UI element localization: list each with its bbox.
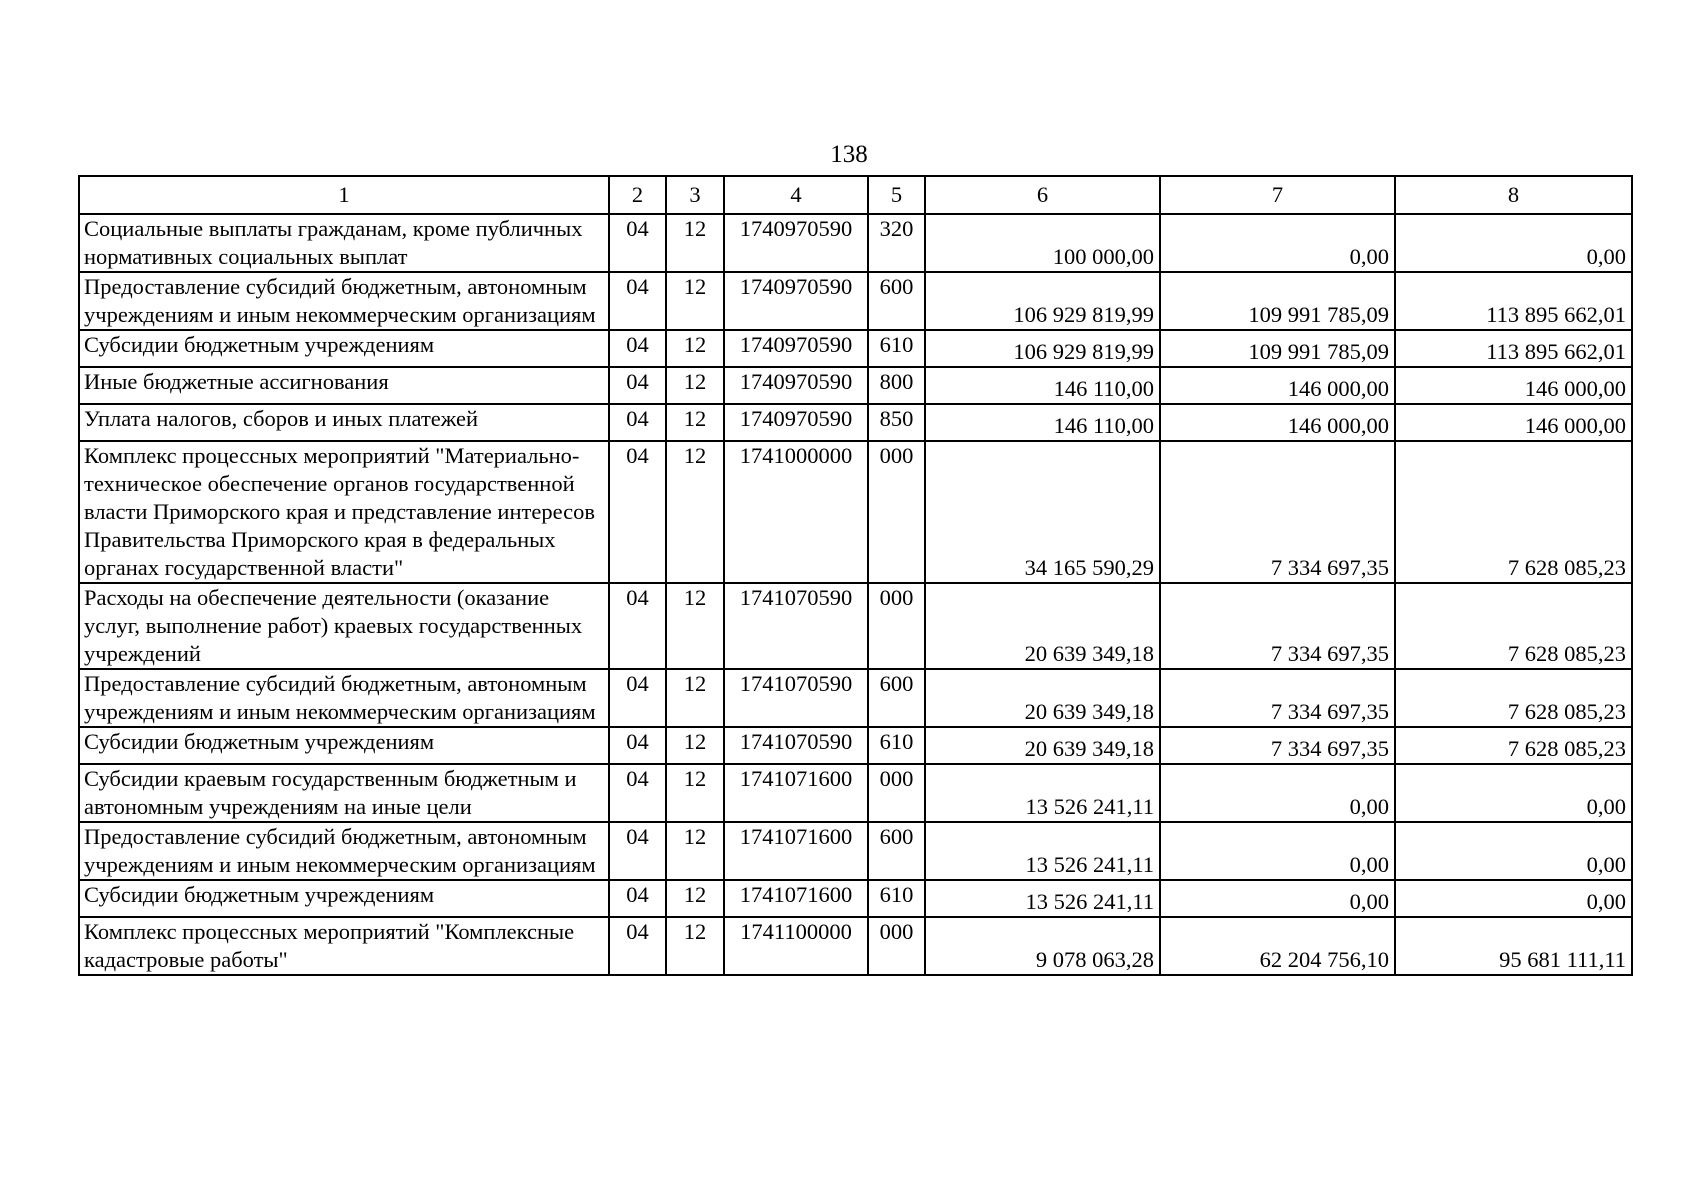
table-row (79, 764, 1632, 822)
subsection-code: 12 (666, 441, 724, 583)
row-name: Субсидии бюджетным учреждениям (79, 727, 609, 764)
row-name: Предоставление субсидий бюджетным, автономным учреждениям и иным некоммерческим организациям (79, 669, 609, 727)
amount-col-7: 7 334 697,35 (1160, 669, 1395, 727)
section-code: 04 (609, 214, 666, 272)
expense-type-code: 000 (868, 764, 925, 822)
table-row (79, 404, 1632, 441)
header-row (79, 176, 1632, 214)
expense-type-code: 320 (868, 214, 925, 272)
header-cell: 7 (1160, 176, 1395, 214)
subsection-code: 12 (666, 764, 724, 822)
subsection-code: 12 (666, 880, 724, 917)
expense-type-code: 600 (868, 669, 925, 727)
header-cell: 1 (79, 176, 609, 214)
section-code: 04 (609, 404, 666, 441)
row-name: Расходы на обеспечение деятельности (оказание услуг, выполнение работ) краевых государственных учреждений (79, 583, 609, 669)
row-name: Иные бюджетные ассигнования (79, 367, 609, 404)
target-article-code: 1740970590 (724, 272, 868, 330)
expense-type-code: 600 (868, 272, 925, 330)
header-cell: 5 (868, 176, 925, 214)
target-article-code: 1741070590 (724, 727, 868, 764)
header-cell: 3 (666, 176, 724, 214)
row-name: Комплекс процессных мероприятий "Комплексные кадастровые работы" (79, 917, 609, 975)
amount-col-7: 109 991 785,09 (1160, 330, 1395, 367)
amount-col-8: 113 895 662,01 (1395, 330, 1632, 367)
target-article-code: 1741070590 (724, 669, 868, 727)
subsection-code: 12 (666, 367, 724, 404)
target-article-code: 1741100000 (724, 917, 868, 975)
subsection-code: 12 (666, 214, 724, 272)
row-name: Социальные выплаты гражданам, кроме публичных нормативных социальных выплат (79, 214, 609, 272)
amount-col-6: 146 110,00 (925, 404, 1160, 441)
target-article-code: 1741071600 (724, 764, 868, 822)
expense-type-code: 610 (868, 880, 925, 917)
amount-col-6: 100 000,00 (925, 214, 1160, 272)
expense-type-code: 610 (868, 330, 925, 367)
section-code: 04 (609, 272, 666, 330)
row-name: Субсидии краевым государственным бюджетным и автономным учреждениям на иные цели (79, 764, 609, 822)
amount-col-8: 7 628 085,23 (1395, 441, 1632, 583)
amount-col-8: 7 628 085,23 (1395, 583, 1632, 669)
section-code: 04 (609, 669, 666, 727)
subsection-code: 12 (666, 727, 724, 764)
expense-type-code: 000 (868, 583, 925, 669)
subsection-code: 12 (666, 330, 724, 367)
row-name: Уплата налогов, сборов и иных платежей (79, 404, 609, 441)
row-name: Комплекс процессных мероприятий "Материально-техническое обеспечение органов государственной власти Приморского края и представление интересов Правительства Приморского края в федеральных органах государственной власти" (79, 441, 609, 583)
table-row (79, 669, 1632, 727)
header-cell: 4 (724, 176, 868, 214)
target-article-code: 1741071600 (724, 822, 868, 880)
amount-col-6: 20 639 349,18 (925, 583, 1160, 669)
header-cell: 6 (925, 176, 1160, 214)
target-article-code: 1741000000 (724, 441, 868, 583)
table-row (79, 214, 1632, 272)
amount-col-7: 0,00 (1160, 822, 1395, 880)
table-row (79, 367, 1632, 404)
amount-col-8: 0,00 (1395, 214, 1632, 272)
expense-type-code: 850 (868, 404, 925, 441)
amount-col-6: 106 929 819,99 (925, 330, 1160, 367)
target-article-code: 1740970590 (724, 367, 868, 404)
table-row (79, 822, 1632, 880)
amount-col-8: 113 895 662,01 (1395, 272, 1632, 330)
amount-col-6: 20 639 349,18 (925, 727, 1160, 764)
amount-col-8: 0,00 (1395, 880, 1632, 917)
row-name: Предоставление субсидий бюджетным, автономным учреждениям и иным некоммерческим организациям (79, 272, 609, 330)
header-cell: 2 (609, 176, 666, 214)
header-cell: 8 (1395, 176, 1632, 214)
subsection-code: 12 (666, 917, 724, 975)
row-name: Субсидии бюджетным учреждениям (79, 880, 609, 917)
table-row (79, 727, 1632, 764)
section-code: 04 (609, 367, 666, 404)
section-code: 04 (609, 727, 666, 764)
amount-col-7: 62 204 756,10 (1160, 917, 1395, 975)
section-code: 04 (609, 441, 666, 583)
amount-col-6: 20 639 349,18 (925, 669, 1160, 727)
amount-col-7: 7 334 697,35 (1160, 727, 1395, 764)
budget-table (78, 175, 1633, 976)
expense-type-code: 000 (868, 441, 925, 583)
subsection-code: 12 (666, 822, 724, 880)
section-code: 04 (609, 822, 666, 880)
amount-col-8: 0,00 (1395, 822, 1632, 880)
amount-col-6: 106 929 819,99 (925, 272, 1160, 330)
section-code: 04 (609, 583, 666, 669)
amount-col-7: 109 991 785,09 (1160, 272, 1395, 330)
amount-col-7: 0,00 (1160, 880, 1395, 917)
target-article-code: 1740970590 (724, 404, 868, 441)
amount-col-8: 7 628 085,23 (1395, 727, 1632, 764)
table-row (79, 441, 1632, 583)
target-article-code: 1741070590 (724, 583, 868, 669)
amount-col-7: 146 000,00 (1160, 404, 1395, 441)
target-article-code: 1740970590 (724, 214, 868, 272)
subsection-code: 12 (666, 669, 724, 727)
amount-col-7: 0,00 (1160, 764, 1395, 822)
amount-col-7: 7 334 697,35 (1160, 441, 1395, 583)
amount-col-6: 13 526 241,11 (925, 764, 1160, 822)
target-article-code: 1741071600 (724, 880, 868, 917)
amount-col-6: 34 165 590,29 (925, 441, 1160, 583)
section-code: 04 (609, 917, 666, 975)
amount-col-8: 146 000,00 (1395, 367, 1632, 404)
section-code: 04 (609, 880, 666, 917)
expense-type-code: 800 (868, 367, 925, 404)
section-code: 04 (609, 764, 666, 822)
amount-col-8: 0,00 (1395, 764, 1632, 822)
expense-type-code: 610 (868, 727, 925, 764)
table-row (79, 272, 1632, 330)
table-row (79, 880, 1632, 917)
subsection-code: 12 (666, 583, 724, 669)
page-number: 138 (830, 141, 868, 168)
row-name: Предоставление субсидий бюджетным, автономным учреждениям и иным некоммерческим организациям (79, 822, 609, 880)
amount-col-6: 13 526 241,11 (925, 822, 1160, 880)
amount-col-6: 146 110,00 (925, 367, 1160, 404)
amount-col-7: 146 000,00 (1160, 367, 1395, 404)
subsection-code: 12 (666, 272, 724, 330)
row-name: Субсидии бюджетным учреждениям (79, 330, 609, 367)
table-row (79, 583, 1632, 669)
amount-col-8: 95 681 111,11 (1395, 917, 1632, 975)
amount-col-7: 7 334 697,35 (1160, 583, 1395, 669)
subsection-code: 12 (666, 404, 724, 441)
section-code: 04 (609, 330, 666, 367)
amount-col-6: 9 078 063,28 (925, 917, 1160, 975)
expense-type-code: 000 (868, 917, 925, 975)
expense-type-code: 600 (868, 822, 925, 880)
amount-col-6: 13 526 241,11 (925, 880, 1160, 917)
table-row (79, 917, 1632, 975)
amount-col-7: 0,00 (1160, 214, 1395, 272)
amount-col-8: 7 628 085,23 (1395, 669, 1632, 727)
amount-col-8: 146 000,00 (1395, 404, 1632, 441)
table-row (79, 330, 1632, 367)
target-article-code: 1740970590 (724, 330, 868, 367)
